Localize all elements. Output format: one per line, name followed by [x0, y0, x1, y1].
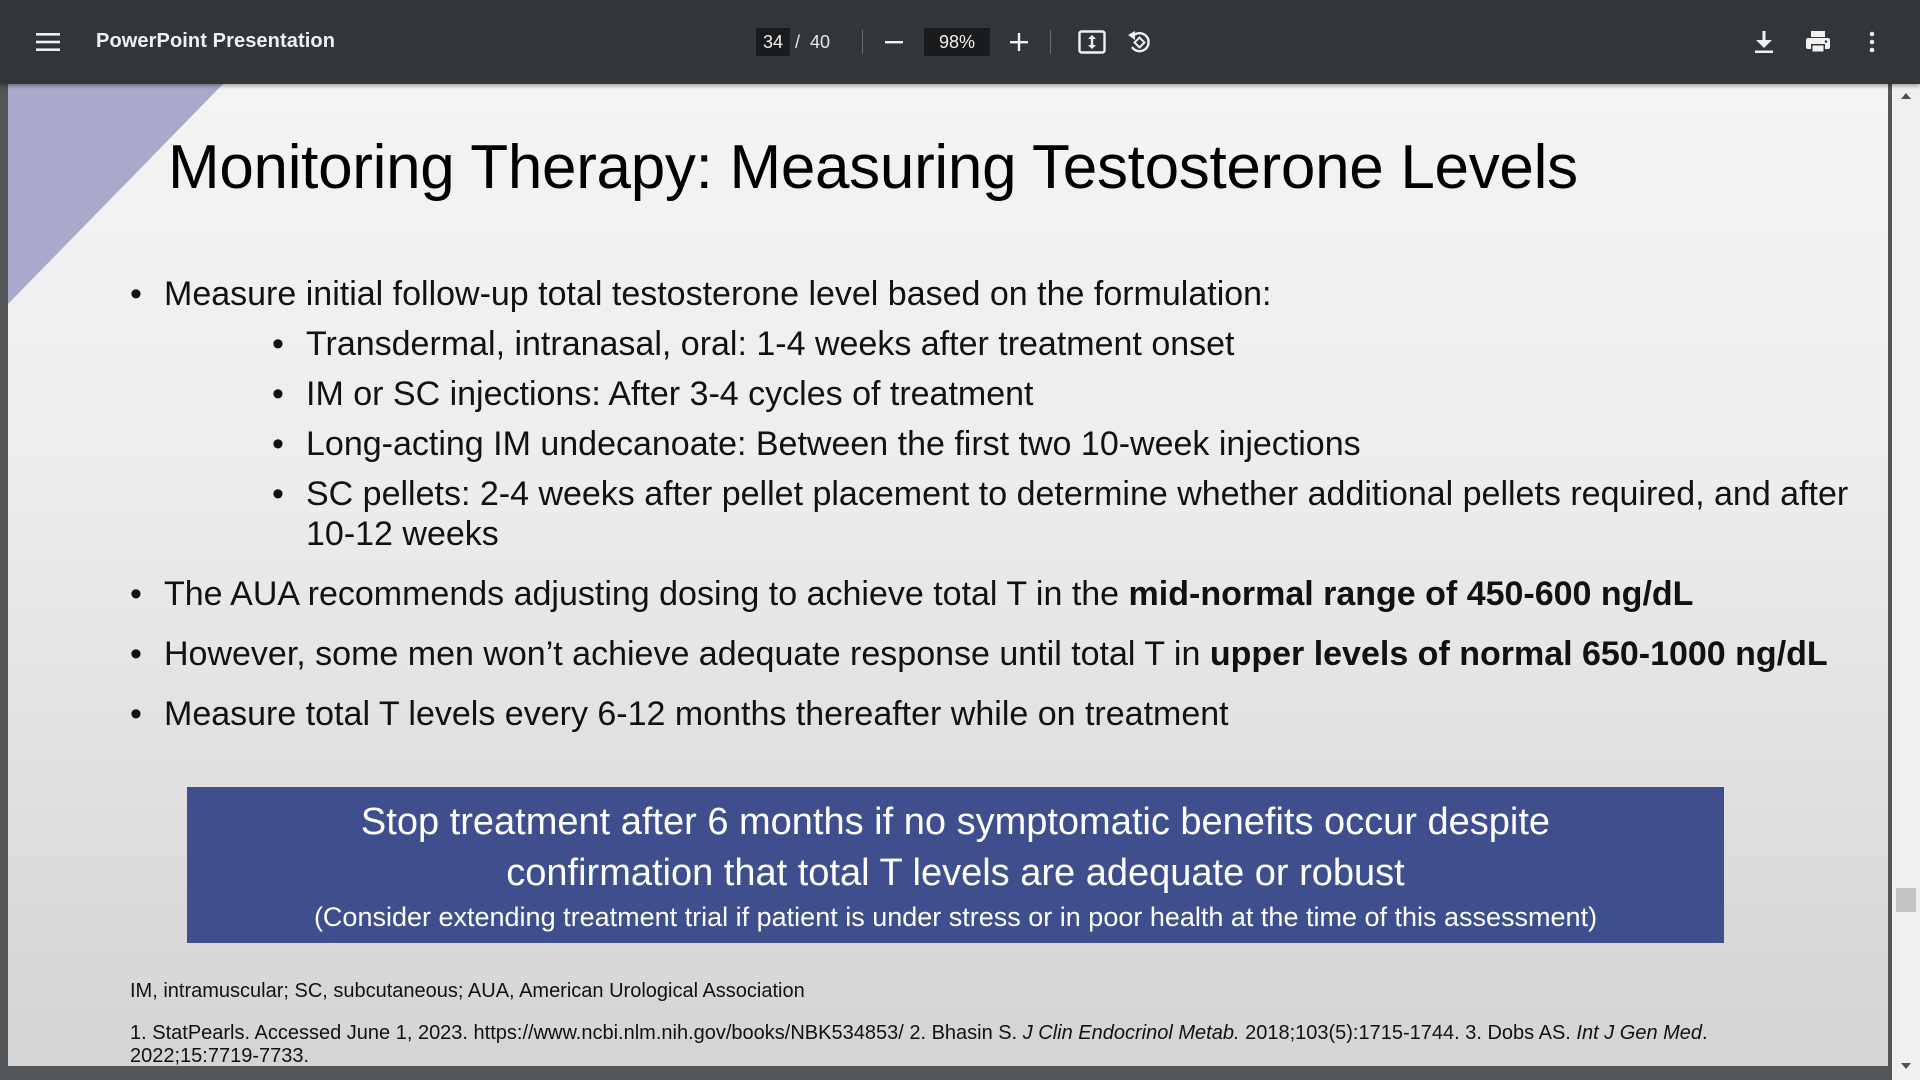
zoom-level-input[interactable] [924, 28, 990, 56]
sub-bullet-text: Transdermal, intranasal, oral: 1-4 weeks after treatment onset [306, 325, 1235, 363]
toolbar-divider [862, 30, 863, 54]
plus-icon [1009, 32, 1029, 52]
bullet-bold-range: upper levels of normal 650-1000 ng/dL [1209, 635, 1828, 673]
print-button[interactable] [1798, 22, 1838, 62]
page-total: 40 [810, 32, 831, 52]
slide-title: Monitoring Therapy: Measuring Testosterone Levels [168, 133, 1578, 202]
page-separator: / [795, 32, 801, 52]
sub-bullet [164, 374, 1888, 414]
more-options-button[interactable] [1852, 22, 1892, 62]
sub-bullet-text: SC pellets: 2-4 weeks after pellet placement to determine whether additional pellets required, and after 10-12 weeks [306, 475, 1849, 553]
reference-journal: Int J Gen Med [1576, 1022, 1703, 1044]
fit-to-page-icon [1078, 30, 1106, 54]
bullet-bold-range: mid-normal range of 450-600 ng/dL [1128, 575, 1694, 613]
toolbar-divider [1050, 30, 1051, 54]
scroll-up-arrow-icon[interactable] [1898, 88, 1914, 104]
sub-bullet [164, 424, 1888, 464]
slide-page [8, 84, 1888, 1066]
page-number-input[interactable] [756, 28, 790, 56]
bullet-text: However, some men won’t achieve adequate response until total T in [164, 635, 1210, 673]
bullet-text: The AUA recommends adjusting dosing to achieve total T in the [164, 575, 1129, 613]
bullet-initial-measurement [128, 274, 1888, 554]
print-icon [1805, 30, 1831, 54]
reference-text: . 2022;15:7719-7733. [130, 1022, 1708, 1066]
callout-line: Stop treatment after 6 months if no symptomatic benefits occur despite [360, 801, 1551, 843]
bullet-upper-levels [128, 634, 1888, 674]
stop-treatment-callout [187, 787, 1724, 943]
callout-main-text [187, 797, 1724, 899]
reference-text: 1. StatPearls. Accessed June 1, 2023. https://www.ncbi.nlm.nih.gov/books/NBK534853/ 2. Bhasin S. [130, 1022, 1023, 1044]
bullet-dot: • [272, 425, 284, 463]
sub-bullet-text: IM or SC injections: After 3-4 cycles of treatment [306, 375, 1034, 413]
zoom-in-button[interactable] [999, 22, 1039, 62]
callout-subtext: (Consider extending treatment trial if patient is under stress or in poor health at the time of this assessment) [313, 902, 1598, 932]
fit-to-page-button[interactable] [1072, 22, 1112, 62]
bullet-list [128, 274, 1888, 744]
vertical-scrollbar[interactable] [1892, 84, 1920, 1080]
callout-line: confirmation that total T levels are adequate or robust [506, 852, 1405, 894]
rotate-button[interactable] [1120, 22, 1160, 62]
abbreviations-footnote: IM, intramuscular; SC, subcutaneous; AUA, American Urological Association [130, 980, 805, 1002]
bullet-aua-recommendation [128, 574, 1888, 614]
pdf-toolbar [0, 0, 1920, 84]
rotate-counterclockwise-icon [1127, 29, 1153, 55]
sub-bullet-text: Long-acting IM undecanoate: Between the first two 10-week injections [306, 425, 1361, 463]
bullet-dot: • [272, 475, 284, 513]
download-button[interactable] [1744, 22, 1784, 62]
sub-bullet [164, 474, 1888, 554]
more-vertical-icon [1868, 30, 1876, 54]
download-icon [1753, 30, 1775, 54]
bullet-measure-frequency [128, 694, 1888, 734]
minus-icon [884, 32, 904, 52]
bullet-dot: • [272, 325, 284, 363]
sub-bullet [164, 324, 1888, 364]
bullet-text: Measure total T levels every 6-12 months thereafter while on treatment [164, 695, 1229, 733]
hamburger-menu-icon[interactable] [26, 22, 70, 62]
references-footnote [130, 1022, 1710, 1066]
bullet-dot: • [272, 375, 284, 413]
scrollbar-thumb[interactable] [1896, 888, 1916, 912]
reference-journal: J Clin Endocrinol Metab. [1022, 1022, 1240, 1044]
bullet-text: Measure initial follow-up total testosterone level based on the formulation: [164, 275, 1272, 313]
reference-text: 2018;103(5):1715-1744. 3. Dobs AS. [1239, 1022, 1577, 1044]
document-title: PowerPoint Presentation [96, 30, 336, 52]
zoom-out-button[interactable] [874, 22, 914, 62]
scroll-down-arrow-icon[interactable] [1898, 1058, 1914, 1074]
